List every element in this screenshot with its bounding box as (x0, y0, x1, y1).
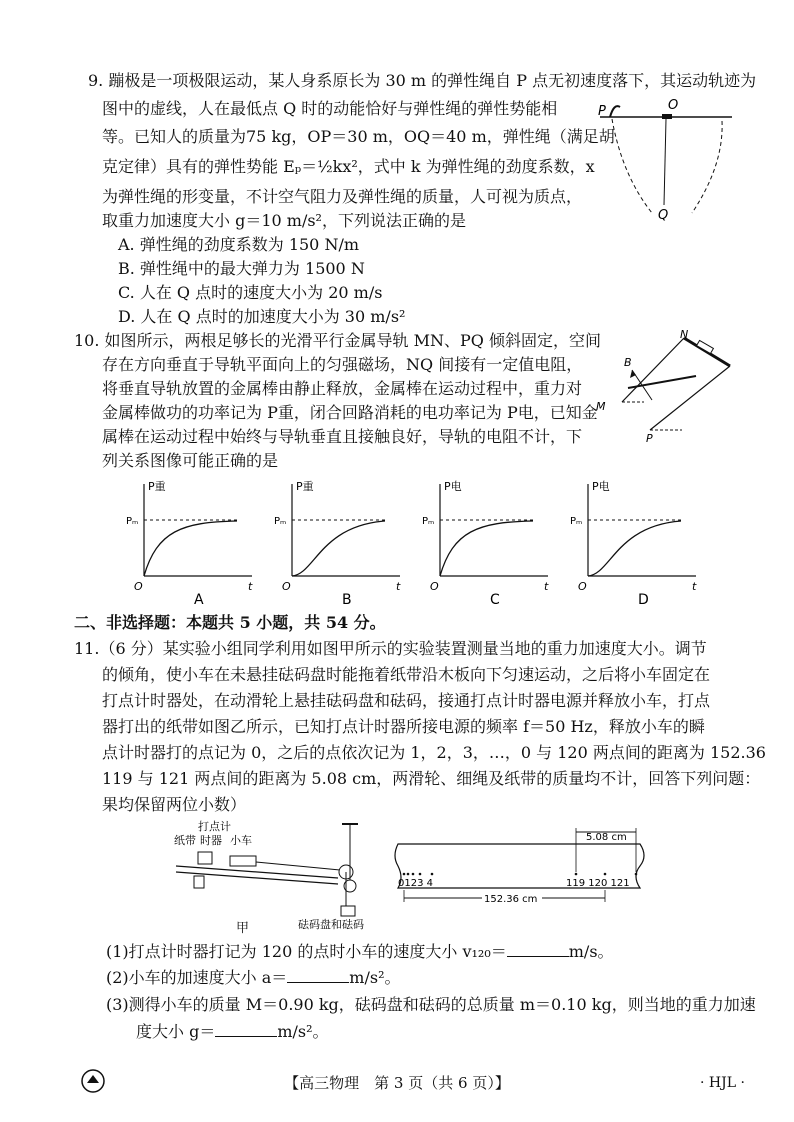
label-q: Q (658, 208, 669, 223)
label-weights: 砝码盘和砝码 (298, 918, 364, 930)
graph-d (570, 479, 697, 608)
tape-bottom-distance: 152.36 cm (484, 894, 538, 905)
q9-line-1: 9. 蹦极是一项极限运动，某人身系原长为 30 m 的弹性绳自 P 点无初速度落下，其运动轨迹为 (88, 71, 757, 90)
graph-d-ylabel: P电 (592, 480, 610, 493)
q10-line-5: 属棒在运动过程中始终与导轨垂直且接触良好，导轨的电阻不计，下 (102, 427, 583, 446)
label-o: O (668, 98, 679, 113)
answer-blank-1[interactable] (507, 940, 569, 957)
graph-c-level: Pₘ (422, 516, 435, 527)
q9-option-b: B. 弹性绳中的最大弹力为 1500 N (118, 259, 365, 278)
label-cart: 小车 (230, 834, 252, 847)
q10-line-4: 金属棒做功的功率记为 P重，闭合回路消耗的电功率记为 P电，已知金 (102, 403, 598, 422)
graph-c-ylabel: P电 (444, 480, 462, 493)
q11-part-3-cont (136, 1020, 329, 1043)
q11-part-1-unit: m/s。 (568, 942, 614, 961)
graph-a-t: t (248, 580, 253, 593)
q9-bungee-figure (592, 95, 742, 225)
tape-top-distance: 5.08 cm (586, 832, 627, 843)
q11-apparatus-figure (168, 818, 398, 930)
q11-line-3: 打点计时器处，在动滑轮上悬挂砝码盘和砝码，接通打点计时器电源并释放小车，打点 (102, 691, 711, 710)
q11-part-3: (3)测得小车的质量 M＝0.90 kg，砝码盘和砝码的总质量 m＝0.10 kg，则当地的重力加速 (106, 995, 756, 1014)
graph-a-origin: O (134, 580, 143, 593)
figure-a-caption: 甲 (236, 921, 250, 936)
footer-code: · HJL · (700, 1075, 745, 1091)
tape-right-points: 119 120 121 (566, 878, 630, 889)
graph-a (126, 479, 253, 608)
graph-b-ylabel: P重 (296, 480, 314, 493)
q11-line-5: 点计时器打的点记为 0，之后的点依次记为 1，2，3，…，0 与 120 两点间的距离为 152.36 (102, 743, 766, 762)
q9-option-d: D. 人在 Q 点时的加速度大小为 30 m/s² (118, 307, 406, 326)
tape-left-points: 0123 4 (398, 878, 433, 889)
graph-a-level: Pₘ (126, 516, 139, 527)
graph-c-t: t (544, 580, 549, 593)
answer-blank-2[interactable] (287, 966, 349, 983)
q11-part-2-unit: m/s²。 (349, 968, 401, 987)
q11-line-6: 119 与 121 两点间的距离为 5.08 cm，两滑轮、细绳及纸带的质量均不计，回答下列问题： (102, 769, 761, 788)
q11-line-4: 器打出的纸带如图乙所示，已知打点计时器所接电源的频率 f＝50 Hz，释放小车的瞬 (102, 717, 705, 736)
q10-rail-figure (592, 330, 742, 445)
footer-page-info: 【高三物理 第 3 页（共 6 页）】 (284, 1074, 510, 1092)
q9-line-4: 克定律）具有的弹性势能 Eₚ＝½kx²，式中 k 为弹性绳的劲度系数，x (102, 157, 595, 176)
q10-line-1: 10. 如图所示，两根足够长的光滑平行金属导轨 MN、PQ 倾斜固定，空间 (74, 331, 601, 350)
q9-line-2: 图中的虚线，人在最低点 Q 时的动能恰好与弹性绳的弹性势能相 (102, 99, 558, 118)
graph-c-origin: O (430, 580, 439, 593)
q10-line-2: 存在方向垂直于导轨平面向上的匀强磁场，NQ 间接有一定值电阻， (102, 355, 583, 374)
q11-line-2: 的倾角，使小车在未悬挂砝码盘时能拖着纸带沿木板向下匀速运动，之后将小车固定在 (102, 665, 711, 684)
graph-d-level: Pₘ (570, 516, 583, 527)
q10-option-graphs (122, 476, 702, 608)
q11-part-3-text: 度大小 g＝ (136, 1022, 216, 1041)
answer-blank-3[interactable] (215, 1020, 277, 1037)
q9-line-6: 取重力加速度大小 g＝10 m/s²，下列说法正确的是 (102, 211, 466, 230)
q11-paper-tape-figure (390, 826, 660, 906)
section-2-heading: 二、非选择题：本题共 5 小题，共 54 分。 (74, 613, 386, 632)
graph-b-level: Pₘ (274, 516, 287, 527)
graph-d-letter: D (638, 592, 649, 608)
label-n: N (680, 330, 689, 341)
q11-part-1-text: (1)打点计时器打记为 120 的点时小车的速度大小 v₁₂₀＝ (106, 942, 507, 961)
graph-d-t: t (692, 580, 697, 593)
graph-c (422, 479, 549, 608)
graph-c-letter: C (490, 592, 500, 608)
q11-part-1 (106, 940, 614, 963)
q11-part-2-text: (2)小车的加速度大小 a＝ (106, 968, 288, 987)
graph-b-t: t (396, 580, 401, 593)
label-timer-2: 时器 (200, 834, 222, 847)
q11-part-2 (106, 966, 401, 989)
label-p: P (646, 432, 653, 445)
q11-line-1: 11.（6 分）某实验小组同学利用如图甲所示的实验装置测量当地的重力加速度大小。调节 (74, 639, 707, 658)
label-tape: 纸带 (174, 834, 196, 847)
q9-line-3: 等。已知人的质量为75 kg，OP＝30 m，OQ＝40 m，弹性绳（满足胡 (102, 127, 615, 146)
label-timer: 打点计 (198, 820, 231, 833)
graph-d-origin: O (578, 580, 587, 593)
graph-a-ylabel: P重 (148, 480, 166, 493)
label-m: M (596, 400, 606, 413)
graph-b-letter: B (342, 592, 352, 608)
graph-b (274, 479, 401, 608)
q9-option-c: C. 人在 Q 点时的速度大小为 20 m/s (118, 283, 383, 302)
q11-line-7: 果均保留两位小数） (102, 795, 247, 814)
q10-line-3: 将垂直导轨放置的金属棒由静止释放，金属棒在运动过程中，重力对 (102, 379, 583, 398)
label-b: B (624, 356, 632, 369)
graph-b-origin: O (282, 580, 291, 593)
q9-option-a: A. 弹性绳的劲度系数为 150 N/m (118, 235, 360, 254)
q11-part-3-unit: m/s²。 (277, 1022, 329, 1041)
graph-a-letter: A (194, 592, 204, 608)
q9-line-5: 为弹性绳的形变量，不计空气阻力及弹性绳的质量，人可视为质点， (102, 187, 583, 206)
q10-line-6: 列关系图像可能正确的是 (102, 451, 279, 470)
label-p: P (598, 104, 606, 119)
